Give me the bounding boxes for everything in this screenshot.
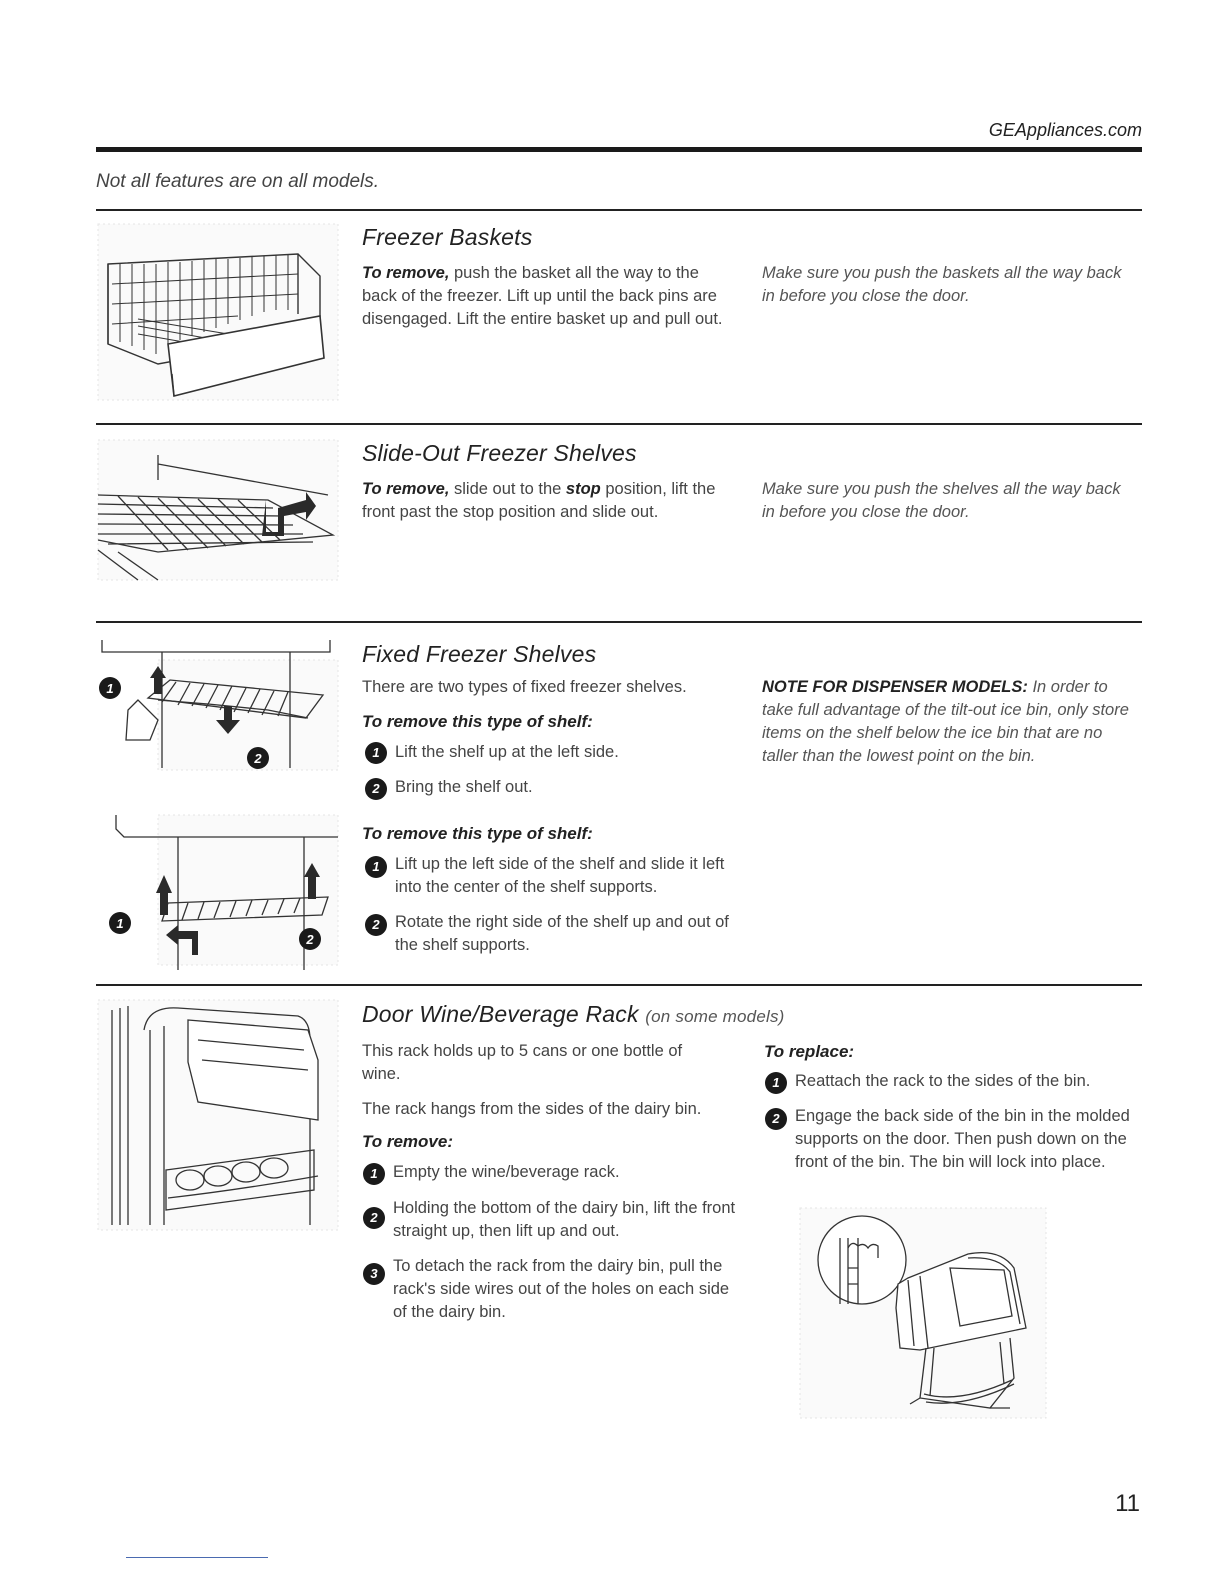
slide-out-lead: To remove, bbox=[362, 480, 450, 498]
fixed-shelf-type-a-illustration bbox=[98, 640, 338, 770]
type-b-step-2: Rotate the right side of the shelf up and out of the shelf supports. bbox=[395, 913, 729, 954]
section-divider bbox=[96, 209, 1142, 211]
wine-p1: This rack holds up to 5 cans or one bottle of wine. bbox=[362, 1042, 683, 1083]
models-notice: Not all features are on all models. bbox=[96, 171, 380, 192]
baskets-lead: To remove, bbox=[362, 264, 450, 282]
type-b-heading: To remove this type of shelf: bbox=[362, 824, 593, 843]
wine-p2: The rack hangs from the sides of the dairy bin. bbox=[362, 1100, 702, 1118]
freezer-basket-illustration bbox=[98, 224, 338, 400]
wine-rack-title-main: Door Wine/Beverage Rack bbox=[362, 1001, 639, 1027]
remove-step-1: Empty the wine/beverage rack. bbox=[393, 1163, 620, 1181]
slide-out-note: Make sure you push the shelves all the way back in before you close the door. bbox=[762, 480, 1121, 521]
door-wine-rack-illustration bbox=[98, 1000, 338, 1230]
step-badge: 2 bbox=[765, 1108, 787, 1130]
slide-out-body-2: position, lift the front past the stop position and slide out. bbox=[362, 480, 716, 521]
fixed-intro: There are two types of fixed freezer shelves. bbox=[362, 678, 687, 696]
freezer-baskets-title: Freezer Baskets bbox=[362, 224, 533, 250]
page-number: 11 bbox=[1115, 1490, 1140, 1517]
step-badge: 1 bbox=[365, 742, 387, 764]
step-badge: 3 bbox=[363, 1263, 385, 1285]
slide-out-shelf-illustration bbox=[98, 440, 338, 580]
fixed-shelf-type-b-illustration bbox=[98, 815, 338, 970]
step-badge: 1 bbox=[106, 681, 114, 696]
wine-rack-title-sub: (on some models) bbox=[645, 1007, 785, 1026]
step-badge: 1 bbox=[116, 916, 124, 931]
type-a-step-2: Bring the shelf out. bbox=[395, 778, 533, 796]
header-rule bbox=[96, 147, 1142, 152]
step-badge: 2 bbox=[365, 778, 387, 800]
remove-step-3: To detach the rack from the dairy bin, pull the rack's side wires out of the holes on each side of the dairy bin. bbox=[393, 1257, 730, 1321]
section-divider bbox=[96, 984, 1142, 986]
step-badge: 2 bbox=[306, 932, 314, 947]
site-url: GEAppliances.com bbox=[988, 120, 1142, 140]
replace-step-2: Engage the back side of the bin in the molded supports on the door. Then push down on the front of the bin. The bin will lock into place. bbox=[795, 1107, 1130, 1171]
step-badge: 2 bbox=[254, 751, 262, 766]
footer-line bbox=[126, 1557, 268, 1558]
baskets-body: push the basket all the way to the back of the freezer. Lift up until the back pins are disengaged. Lift the entire basket up and pull out. bbox=[362, 264, 723, 328]
freezer-baskets-note: Make sure you push the baskets all the way back in before you close the door. bbox=[762, 264, 1122, 305]
wine-replace-heading: To replace: bbox=[764, 1042, 855, 1061]
remove-step-2: Holding the bottom of the dairy bin, lift the front straight up, then lift up and out. bbox=[393, 1199, 736, 1240]
fixed-shelves-title: Fixed Freezer Shelves bbox=[362, 641, 597, 667]
type-a-step-1: Lift the shelf up at the left side. bbox=[395, 743, 619, 761]
wine-remove-heading: To remove: bbox=[362, 1132, 454, 1151]
type-b-step-1: Lift up the left side of the shelf and slide it left into the center of the shelf supports. bbox=[395, 855, 725, 896]
slide-out-stop: stop bbox=[565, 480, 601, 498]
slide-out-title: Slide-Out Freezer Shelves bbox=[362, 440, 637, 466]
slide-out-body-1: slide out to the bbox=[449, 480, 566, 498]
step-badge: 1 bbox=[765, 1072, 787, 1094]
section-divider bbox=[96, 423, 1142, 425]
dairy-bin-rack-illustration bbox=[800, 1208, 1046, 1418]
dispenser-note bbox=[762, 676, 1132, 768]
dispenser-note-body: In order to take full advantage of the tilt-out ice bin, only store items on the shelf below the ice bin that are no taller than the lowest point on the bin. bbox=[762, 678, 1129, 765]
section-divider bbox=[96, 621, 1142, 623]
step-badge: 1 bbox=[363, 1163, 385, 1185]
step-badge: 1 bbox=[365, 856, 387, 878]
step-badge: 2 bbox=[363, 1207, 385, 1229]
step-badge: 2 bbox=[365, 914, 387, 936]
wine-rack-title bbox=[362, 1001, 785, 1028]
type-a-heading: To remove this type of shelf: bbox=[362, 712, 593, 731]
slide-out-text bbox=[362, 478, 747, 524]
freezer-baskets-text bbox=[362, 262, 737, 331]
replace-step-1: Reattach the rack to the sides of the bin. bbox=[795, 1072, 1091, 1090]
dispenser-note-lead: NOTE FOR DISPENSER MODELS: bbox=[762, 678, 1028, 696]
